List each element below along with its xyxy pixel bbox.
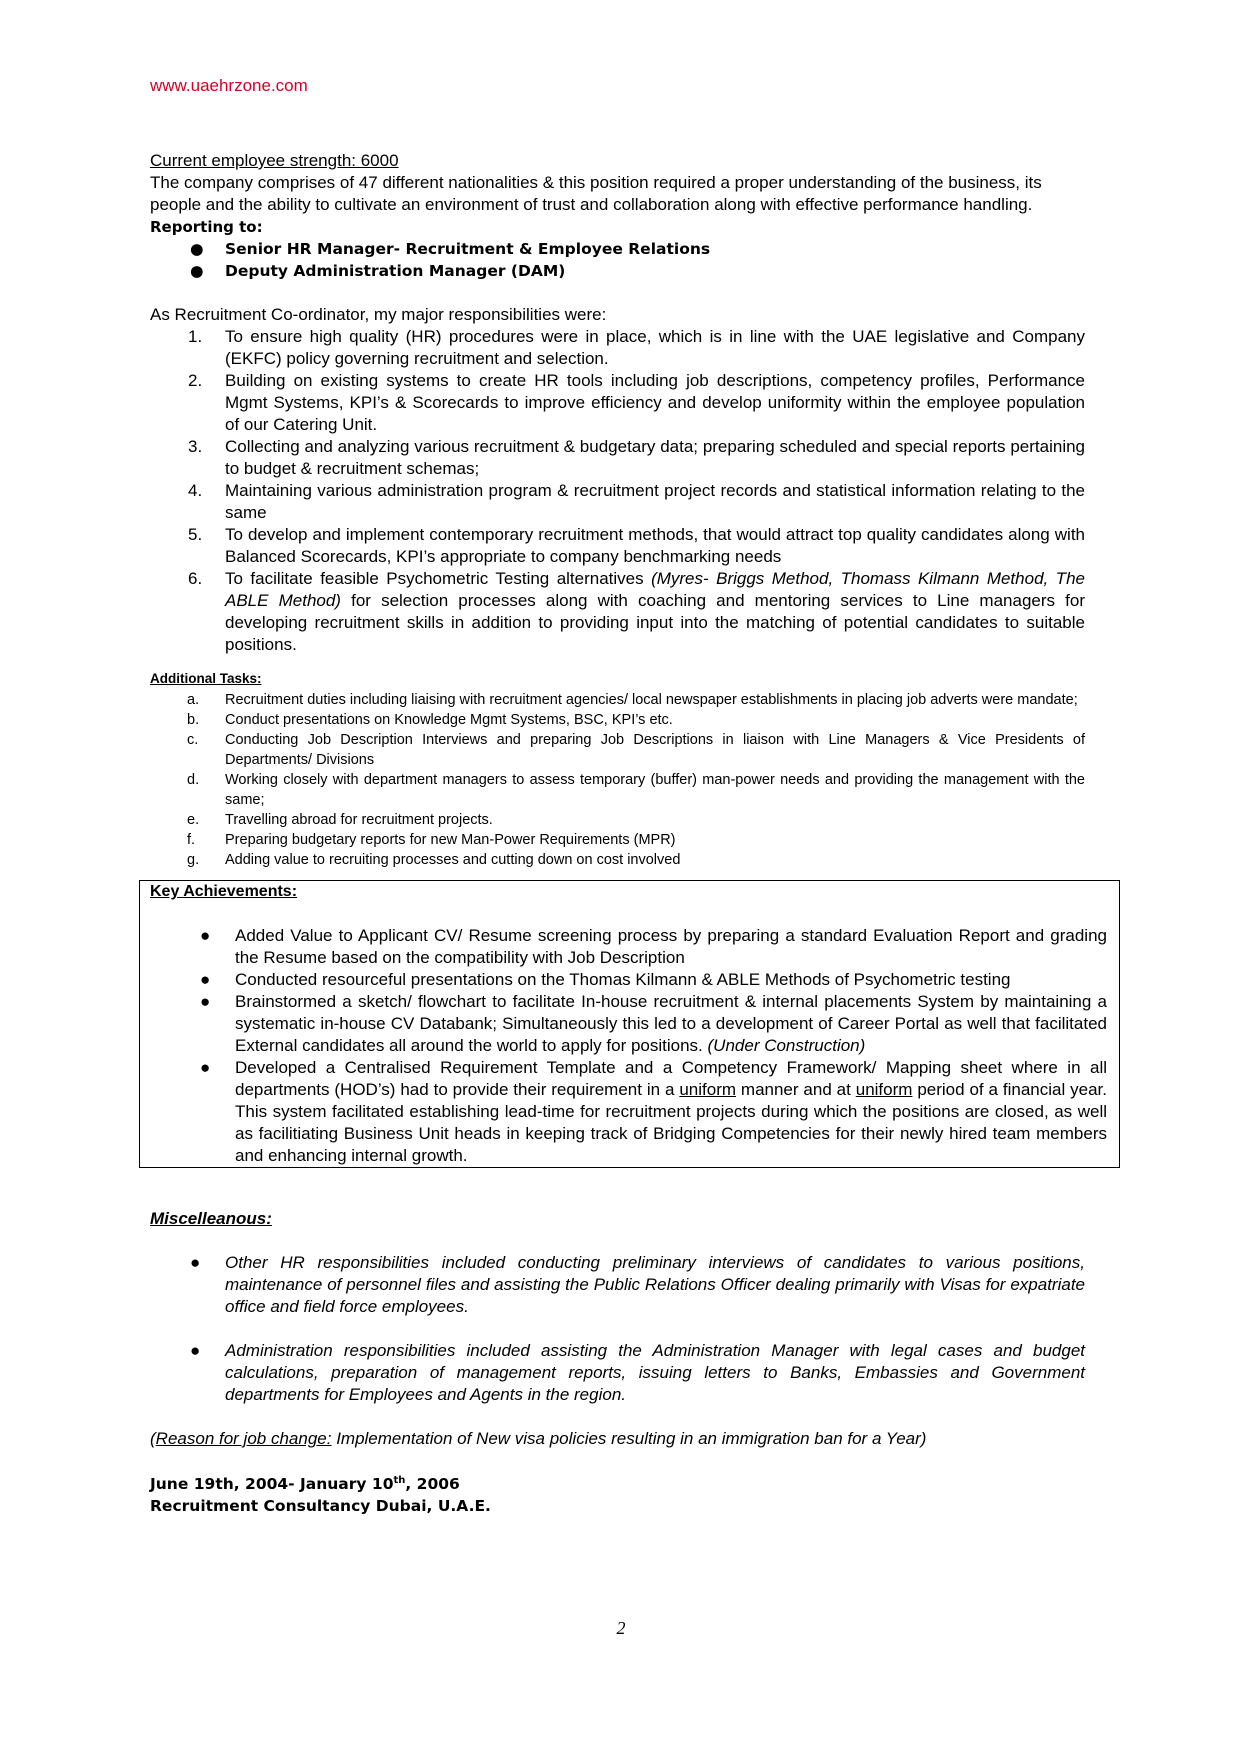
bullet-icon: ●: [200, 992, 211, 1011]
responsibility-item: 1. To ensure high quality (HR) procedures were in place, which is in line with the UAE legislative and Company (EKFC) policy governing recruitment and selection.: [188, 327, 1085, 368]
bullet-icon: ●: [190, 240, 204, 258]
misc-item: ● Administration responsibilities included assisting the Administration Manager with legal cases and budget calculations, preparation of management reports, issuing letters to Banks, Embassies and Government departments for Employees and Agents in the region.: [190, 1341, 1085, 1404]
bullet-icon: ●: [200, 926, 211, 945]
miscellaneous-section: [150, 1208, 1085, 1450]
key-achievements-list: [150, 925, 1107, 1167]
company-description: The company comprises of 47 different nationalities & this position required a proper understanding of the business, its people and the ability to cultivate an environment of trust and collaboration along with effective performance handling.: [150, 173, 1042, 214]
task-item: e. Travelling abroad for recruitment projects.: [187, 812, 493, 828]
bullet-icon: ●: [190, 262, 204, 280]
bullet-icon: ●: [200, 970, 211, 989]
task-item: a. Recruitment duties including liaising with recruitment agencies/ local newspaper establishments in placing job adverts were mandate;: [187, 692, 1078, 708]
bullet-icon: ●: [190, 1253, 201, 1272]
reporting-list: [150, 238, 1085, 282]
achievement-item: ● Conducted resourceful presentations on the Thomas Kilmann & ABLE Methods of Psychometric testing: [200, 970, 1011, 989]
reporting-item: ● Deputy Administration Manager (DAM): [190, 262, 566, 280]
achievement-item: ● Brainstormed a sketch/ flowchart to facilitate In-house recruitment & internal placements System by maintaining a systematic in-house CV Databank; Simultaneously this led to a development of Career Portal as well that facilitated External candidates all around the world to apply for positions. (Under Construction): [200, 992, 1107, 1055]
misc-item: ● Other HR responsibilities included conducting preliminary interviews of candidates to various positions, maintenance of personnel files and assisting the Public Relations Officer dealing primarily with Visas for expatriate office and field force employees.: [190, 1253, 1085, 1316]
achievement-item: ● Developed a Centralised Requirement Template and a Competency Framework/ Mapping sheet where in all departments (HOD’s) had to provide their requirement in a uniform manner and at uniform period of a financial year. This system facilitated establishing lead-time for recruitment projects during which the positions are closed, as well as facilitiating Business Unit heads in keeping track of Bridging Competencies for their newly hired team members and enhancing internal growth.: [200, 1058, 1107, 1165]
key-achievements-box: [139, 880, 1120, 1168]
document-body: [150, 150, 1107, 1517]
next-job-company: Recruitment Consultancy Dubai, U.A.E.: [150, 1497, 491, 1516]
responsibility-item: 3. Collecting and analyzing various recruitment & budgetary data; preparing scheduled and special reports pertaining to budget & recruitment schemas;: [188, 437, 1085, 478]
responsibility-item: 2. Building on existing systems to create HR tools including job descriptions, competency profiles, Performance Mgmt Systems, KPI’s & Scorecards to improve efficiency and develop uniformity within the employee population of our Catering Unit.: [188, 371, 1085, 434]
misc-list: [150, 1252, 1085, 1406]
task-item: b. Conduct presentations on Knowledge Mgmt Systems, BSC, KPI’s etc.: [187, 712, 673, 728]
task-item: c. Conducting Job Description Interviews and preparing Job Descriptions in liaison with Line Managers & Vice Presidents of Departments/ Divisions: [187, 732, 1085, 768]
responsibilities-list: [150, 326, 1085, 656]
responsibility-item: 5. To develop and implement contemporary recruitment methods, that would attract top quality candidates along with Balanced Scorecards, KPI’s appropriate to company benchmarking needs: [188, 525, 1085, 566]
job-change-reason: (Reason for job change: Implementation of New visa policies resulting in an immigration ban for a Year): [150, 1429, 927, 1448]
task-item: g. Adding value to recruiting processes and cutting down on cost involved: [187, 852, 681, 868]
next-job-dates: June 19th, 2004- January 10th, 2006: [150, 1475, 460, 1494]
additional-tasks-title: Additional Tasks:: [150, 671, 262, 686]
reporting-item: ● Senior HR Manager- Recruitment & Employee Relations: [190, 240, 711, 258]
reporting-title: Reporting to:: [150, 218, 263, 236]
responsibility-item: 4. Maintaining various administration program & recruitment project records and statistical information relating to the same: [188, 481, 1085, 522]
key-achievements-title: Key Achievements:: [150, 883, 298, 900]
achievement-item: ● Added Value to Applicant CV/ Resume screening process by preparing a standard Evaluation Report and grading the Resume based on the compatibility with Job Description: [200, 926, 1107, 967]
employee-strength: Current employee strength: 6000: [150, 151, 399, 170]
bullet-icon: ●: [190, 1341, 201, 1360]
bullet-icon: ●: [200, 1058, 211, 1077]
misc-title: Miscelleanous:: [150, 1209, 272, 1228]
site-url-header[interactable]: www.uaehrzone.com: [150, 76, 308, 95]
responsibility-item: 6. To facilitate feasible Psychometric Testing alternatives (Myres- Briggs Method, Thomass Kilmann Method, The ABLE Method) for selection processes along with coaching and mentoring services to Line managers for developing recruitment skills in addition to providing input into the matching of potential candidates to suitable positions.: [188, 569, 1085, 654]
additional-tasks-list: [150, 690, 1085, 870]
page-number: 2: [616, 1618, 626, 1638]
responsibilities-intro: As Recruitment Co-ordinator, my major responsibilities were:: [150, 305, 607, 324]
next-job-header: [150, 1470, 1085, 1517]
task-item: d. Working closely with department managers to assess temporary (buffer) man-power needs and providing the management with the same;: [187, 772, 1085, 808]
task-item: f. Preparing budgetary reports for new Man-Power Requirements (MPR): [187, 832, 676, 848]
